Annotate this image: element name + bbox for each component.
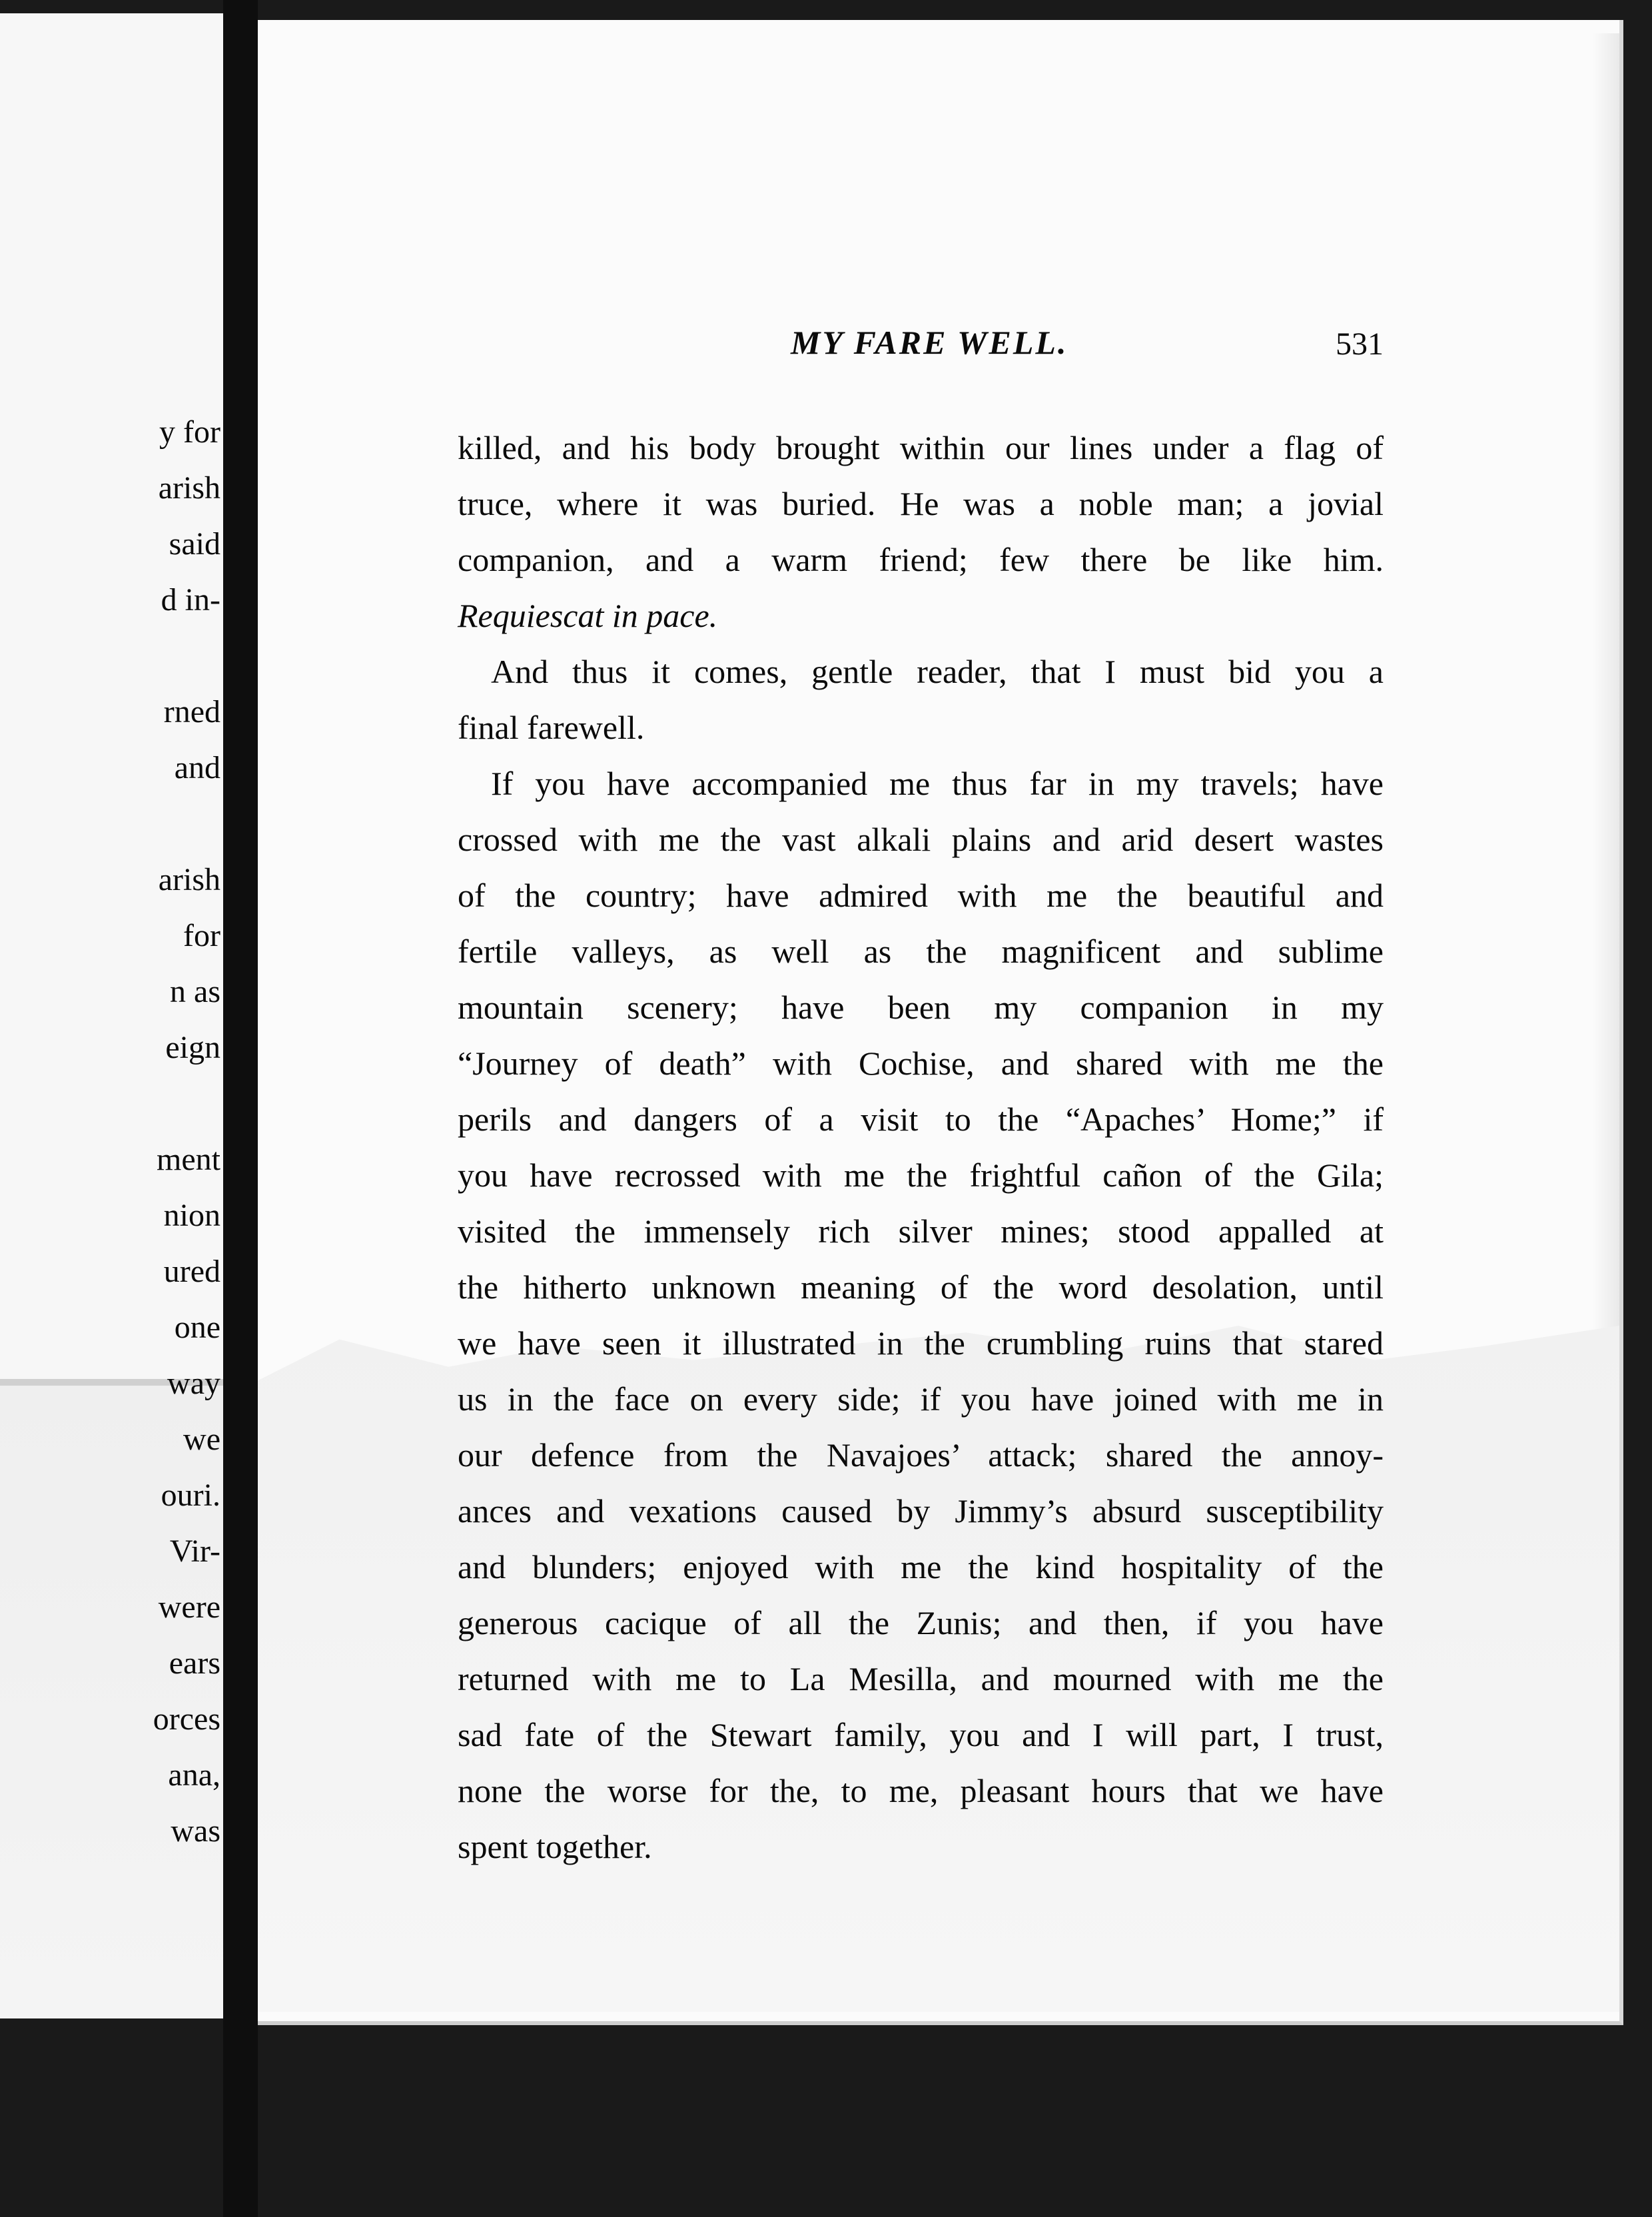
text-line: generous cacique of all the Zunis; and then, if you have (458, 1604, 1384, 1641)
left-line: orces (153, 1701, 220, 1737)
left-line: and (174, 750, 220, 785)
left-line: for (183, 918, 220, 953)
body-text (458, 420, 1384, 1875)
left-line: d in- (161, 582, 220, 618)
left-line: said (169, 526, 220, 562)
text-line: the hitherto unknown meaning of the word desolation, until (458, 1268, 1384, 1306)
text-line: none the worse for the, to me, pleasant hours that we have (458, 1772, 1384, 1809)
left-line: rned (163, 694, 220, 729)
running-head (258, 323, 1623, 370)
text-line: mountain scenery; have been my companion in my (458, 989, 1384, 1026)
text-line: visited the immensely rich silver mines; stood appalled at (458, 1212, 1384, 1250)
left-line: ment (157, 1142, 220, 1177)
text-line: of the country; have admired with me the beautiful and (458, 877, 1384, 914)
left-line: one (174, 1310, 220, 1345)
paragraph (458, 644, 1384, 755)
text-line: ances and vexations caused by Jimmy’s absurd susceptibility (458, 1492, 1384, 1530)
text-line: killed, and his body brought within our lines under a flag of (458, 429, 1384, 466)
water-stain (0, 1379, 223, 2018)
text-line: you have recrossed with me the frightful cañon of the Gila; (458, 1156, 1384, 1194)
left-line: nion (163, 1198, 220, 1233)
text-line: And thus it comes, gentle reader, that I must bid you a (491, 653, 1384, 690)
text-line: crossed with me the vast alkali plains and arid desert wastes (458, 821, 1384, 858)
text-line: companion, and a warm friend; few there be like him. (458, 541, 1384, 578)
page-number: 531 (1336, 326, 1384, 362)
left-line: eign (165, 1030, 220, 1065)
book-page (258, 20, 1623, 2025)
left-line: ears (169, 1645, 220, 1681)
text-line: “Journey of death” with Cochise, and shared with me the (458, 1045, 1384, 1082)
text-line: we have seen it illustrated in the crumbling ruins that stared (458, 1324, 1384, 1362)
left-line: ouri. (161, 1478, 220, 1513)
book-gutter (223, 0, 258, 2217)
text-line: us in the face on every side; if you have joined with me in (458, 1380, 1384, 1418)
left-line: n as (170, 974, 220, 1009)
left-line: Vir- (169, 1534, 220, 1569)
left-line: ured (163, 1254, 220, 1289)
text-line: fertile valleys, as well as the magnificent and sublime (458, 933, 1384, 970)
left-line: ana, (168, 1757, 220, 1793)
paragraph (458, 420, 1384, 644)
text-line: and blunders; enjoyed with me the kind hospitality of the (458, 1548, 1384, 1585)
paragraph (458, 755, 1384, 1875)
left-line: y for (159, 414, 220, 450)
left-facing-page (0, 13, 223, 2018)
left-line: arish (158, 470, 220, 506)
text-line: returned with me to La Mesilla, and mourned with me the (458, 1660, 1384, 1697)
text-line: spent together. (458, 1828, 652, 1865)
text-line: sad fate of the Stewart family, you and I will part, I trust, (458, 1716, 1384, 1753)
left-line: were (158, 1589, 220, 1625)
left-line: arish (158, 862, 220, 897)
text-line: Requiescat in pace. (458, 597, 718, 634)
left-line: was (171, 1813, 220, 1849)
text-line: If you have accompanied me thus far in my travels; have (491, 765, 1384, 802)
text-line: our defence from the Navajoes’ attack; shared the annoy- (458, 1436, 1384, 1474)
left-line: we (183, 1422, 220, 1457)
text-line: final farewell. (458, 709, 645, 746)
text-line: perils and dangers of a visit to the “Apaches’ Home;” if (458, 1101, 1384, 1138)
text-line: truce, where it was buried. He was a noble man; a jovial (458, 485, 1384, 522)
left-line: way (167, 1366, 220, 1401)
running-title: MY FARE WELL. (791, 324, 1068, 361)
